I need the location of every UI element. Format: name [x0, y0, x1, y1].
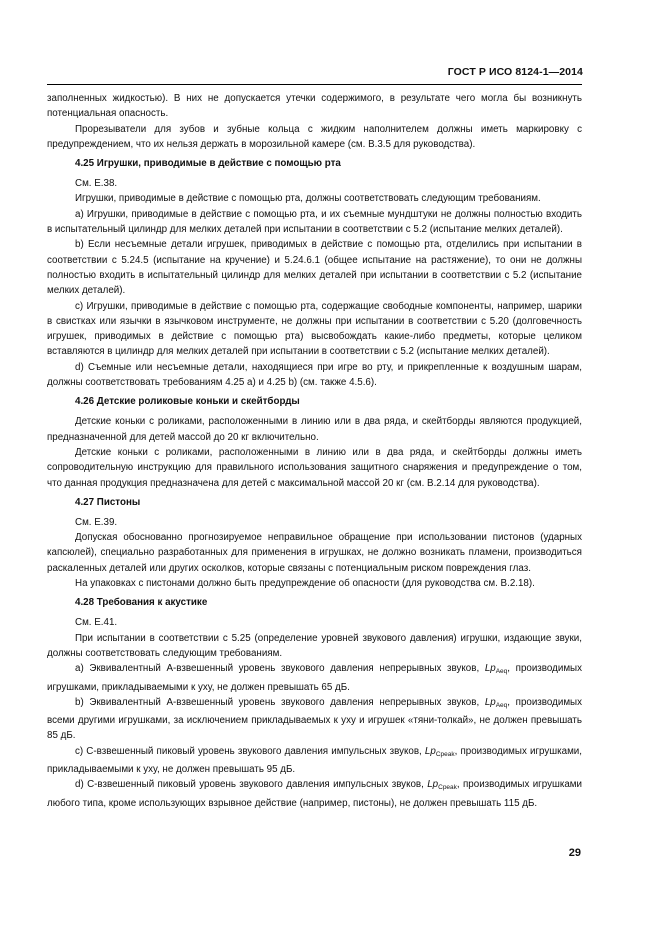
- page-body: [47, 91, 582, 811]
- text: , производимых всеми другими игрушками, за исключением прикладываемых к уху и игрушек «тяни-толкай», не должен превышать 85 дБ.: [47, 696, 582, 742]
- paragraph: Допуская обоснованно прогнозируемое неправильное обращение при использовании пистонов (ударных капсюлей), специально разработанных для применения в игрушках, не должно возникать пламени, производиться раскаленных деталей или других осколков, которые связаны с потенциальным риском повреждения глаз.: [47, 532, 582, 574]
- list-item-d: d) Съемные или несъемные детали, находящиеся при игре во рту, и прикрепленные к воздушным шарам, должны соответствовать требованиям 4.25 а) и 4.25 b) (см. также 4.5.6).: [47, 361, 582, 389]
- paragraph: См. Е.38.: [75, 178, 118, 190]
- paragraph: Детские коньки с роликами, расположенными в линию или в два ряда, и скейтборды должны иметь сопроводительную инструкцию для правильного использования защитного снаряжения и предупреждение о том, что данная продукция предназначена для детей с максимальной массой 20 кг (см. В.2.14 для руководства).: [47, 446, 582, 489]
- list-item-a: а) Игрушки, приводимые в действие с помощью рта, и их съемные мундштуки не должны полностью входить в испытательный цилиндр для мелких деталей при испытании в соответствии с 5.2 (испытание мелких деталей).: [47, 208, 582, 236]
- subscript: Aeq: [495, 668, 508, 676]
- text: с) С-взвешенный пиковый уровень звукового давления импульсных звуков,: [75, 745, 425, 757]
- symbol-lp: Lp: [484, 696, 496, 708]
- symbol-lp: Lp: [427, 779, 439, 791]
- list-item-d: [47, 777, 582, 811]
- symbol-lp: Lp: [484, 663, 496, 675]
- paragraph: Игрушки, приводимые в действие с помощью рта, должны соответствовать следующим требованиям.: [75, 193, 541, 205]
- subscript: Aeq: [495, 701, 508, 709]
- list-item-a: [47, 661, 582, 695]
- page-number: 29: [568, 847, 581, 859]
- text: а) Эквивалентный А-взвешенный уровень звукового давления непрерывных звуков,: [75, 663, 485, 675]
- section-heading-4-28: 4.28 Требования к акустике: [75, 597, 208, 609]
- section-heading-4-25: 4.25 Игрушки, приводимые в действие с помощью рта: [75, 158, 341, 170]
- paragraph: См. Е.39.: [75, 516, 118, 528]
- list-item-b: b) Если несъемные детали игрушек, приводимых в действие с помощью рта, отделились при испытании в соответствии с 5.24.5 (испытание на кручение) и 5.24.6.1 (общее испытание на растяжение), то они не должны полностью входить в испытательный цилиндр для мелких деталей при испытании в соответствии с 5.2 (испытание мелких деталей).: [47, 239, 582, 297]
- paragraph: При испытании в соответствии с 5.25 (определение уровней звукового давления) игрушки, издающие звуки, должны соответствовать следующим требованиям.: [47, 632, 582, 659]
- text: b) Эквивалентный А-взвешенный уровень звукового давления непрерывных звуков,: [75, 696, 485, 708]
- text: , производимых игрушками любого типа, кроме использующих взрывное действие (например, пистоны), не должен превышать 115 дБ.: [47, 779, 583, 809]
- subscript: Cpeak: [438, 784, 457, 792]
- header-rule: [47, 84, 582, 85]
- text: , производимых игрушками, прикладываемыми к уху, не должен превышать 65 дБ.: [47, 663, 582, 693]
- paragraph: На упаковках с пистонами должно быть предупреждение об опасности (для руководства см. В.2.18).: [75, 578, 535, 590]
- paragraph: Детские коньки с роликами, расположенными в линию или в два ряда, и скейтборды являются продукцией, предназначенной для детей массой до 20 кг включительно.: [47, 416, 582, 443]
- paragraph: Прорезыватели для зубов и зубные кольца с жидким наполнителем должны иметь маркировку с предупреждением, что их нельзя держать в морозильной камере (см. В.3.5 для руководства).: [47, 123, 582, 150]
- standard-header: ГОСТ Р ИСО 8124-1—2014: [447, 66, 583, 78]
- paragraph: См. Е.41.: [75, 617, 118, 629]
- section-heading-4-27: 4.27 Пистоны: [75, 496, 141, 508]
- paragraph: заполненных жидкостью). В них не допускается утечки содержимого, в результате чего могла бы возникнуть потенциальная опасность.: [47, 93, 582, 120]
- list-item-c: с) Игрушки, приводимые в действие с помощью рта, содержащие свободные компоненты, например, шарики в свистках или язычки в язычковом инструменте, не должны при испытании в соответствии с 5.20 (долговечность игрушек, приводимых в действие с помощью рта) высвобождать какие-либо предметы, которые целиком вставляются в цилиндр для мелких деталей при испытании в соответствии с 5.2 (испытание мелких деталей).: [47, 300, 582, 358]
- subscript: Cpeak: [435, 750, 455, 758]
- text: , производимых игрушками, прикладываемыми к уху, не должен превышать 95 дБ.: [47, 745, 582, 775]
- list-item-c: [47, 744, 582, 778]
- list-item-b: [47, 695, 582, 744]
- symbol-lp: Lp: [424, 745, 436, 757]
- text: d) С-взвешенный пиковый уровень звукового давления импульсных звуков,: [75, 779, 428, 791]
- section-heading-4-26: 4.26 Детские роликовые коньки и скейтборды: [75, 396, 300, 408]
